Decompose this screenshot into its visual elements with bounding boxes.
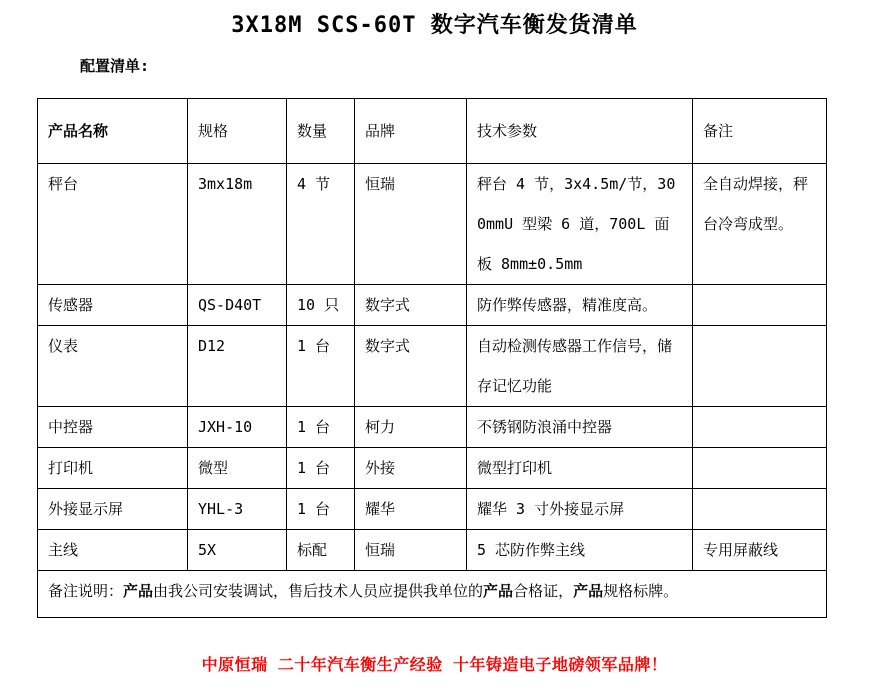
- cell-product-name: 传感器: [38, 285, 188, 326]
- table-note-row: [38, 571, 827, 618]
- note-segment: 由我公司安装调试，售后技术人员应提供我单位的: [153, 582, 484, 600]
- header-product-name: 产品名称: [38, 99, 188, 164]
- note-segment: 产品: [573, 582, 604, 600]
- header-remark: 备注: [693, 99, 827, 164]
- table-row-sensor: [38, 285, 827, 326]
- cell-quantity: 4 节: [287, 164, 355, 285]
- cell-product-name: 中控器: [38, 407, 188, 448]
- footer-slogan: 中原恒瑞 二十年汽车衡生产经验 十年铸造电子地磅领军品牌！: [201, 655, 668, 674]
- cell-spec: QS-D40T: [188, 285, 287, 326]
- cell-tech-params: 自动检测传感器工作信号，储存记忆功能: [467, 326, 693, 407]
- cell-brand: 耀华: [355, 489, 467, 530]
- cell-remark: [693, 407, 827, 448]
- document-title: 3X18M SCS-60T 数字汽车衡发货清单: [231, 13, 638, 38]
- cell-quantity: 标配: [287, 530, 355, 571]
- table-row-external-display: [38, 489, 827, 530]
- table-row-printer: [38, 448, 827, 489]
- cell-tech-params: 微型打印机: [467, 448, 693, 489]
- cell-tech-params: 不锈钢防浪涌中控器: [467, 407, 693, 448]
- cell-product-name: 秤台: [38, 164, 188, 285]
- cell-remark: [693, 448, 827, 489]
- note-segment: 合格证，: [513, 582, 574, 600]
- note-cell: [38, 571, 827, 618]
- cell-quantity: 1 台: [287, 326, 355, 407]
- cell-spec: 微型: [188, 448, 287, 489]
- table-row-platform: [38, 164, 827, 285]
- cell-spec: YHL-3: [188, 489, 287, 530]
- cell-spec: D12: [188, 326, 287, 407]
- note-segment: 产品: [123, 582, 154, 600]
- cell-tech-params: 秤台 4 节，3x4.5m/节，300mmU 型梁 6 道，700L 面板 8mm±0.5mm: [467, 164, 693, 285]
- note-segment: 产品: [483, 582, 514, 600]
- cell-quantity: 10 只: [287, 285, 355, 326]
- cell-tech-params: 防作弊传感器，精准度高。: [467, 285, 693, 326]
- cell-tech-params: 耀华 3 寸外接显示屏: [467, 489, 693, 530]
- table-row-indicator: [38, 326, 827, 407]
- header-brand: 品牌: [355, 99, 467, 164]
- header-spec: 规格: [188, 99, 287, 164]
- cell-brand: 柯力: [355, 407, 467, 448]
- cell-spec: 5X: [188, 530, 287, 571]
- cell-remark: 专用屏蔽线: [693, 530, 827, 571]
- cell-quantity: 1 台: [287, 407, 355, 448]
- spec-table: [37, 98, 827, 618]
- cell-brand: 数字式: [355, 285, 467, 326]
- config-list-label: 配置清单:: [80, 57, 150, 75]
- cell-quantity: 1 台: [287, 448, 355, 489]
- note-segment: 规格标牌。: [603, 582, 679, 600]
- cell-tech-params: 5 芯防作弊主线: [467, 530, 693, 571]
- cell-remark: [693, 326, 827, 407]
- cell-remark: 全自动焊接，秤台冷弯成型。: [693, 164, 827, 285]
- cell-brand: 恒瑞: [355, 164, 467, 285]
- cell-spec: 3mx18m: [188, 164, 287, 285]
- table-header-row: [38, 99, 827, 164]
- cell-product-name: 主线: [38, 530, 188, 571]
- cell-brand: 外接: [355, 448, 467, 489]
- cell-remark: [693, 489, 827, 530]
- cell-remark: [693, 285, 827, 326]
- cell-product-name: 仪表: [38, 326, 188, 407]
- cell-product-name: 打印机: [38, 448, 188, 489]
- cell-spec: JXH-10: [188, 407, 287, 448]
- table-row-main-cable: [38, 530, 827, 571]
- header-quantity: 数量: [287, 99, 355, 164]
- cell-brand: 数字式: [355, 326, 467, 407]
- table-row-controller: [38, 407, 827, 448]
- header-tech-params: 技术参数: [467, 99, 693, 164]
- cell-quantity: 1 台: [287, 489, 355, 530]
- cell-product-name: 外接显示屏: [38, 489, 188, 530]
- note-label: 备注说明：: [48, 582, 124, 600]
- document-page: [0, 12, 869, 694]
- cell-brand: 恒瑞: [355, 530, 467, 571]
